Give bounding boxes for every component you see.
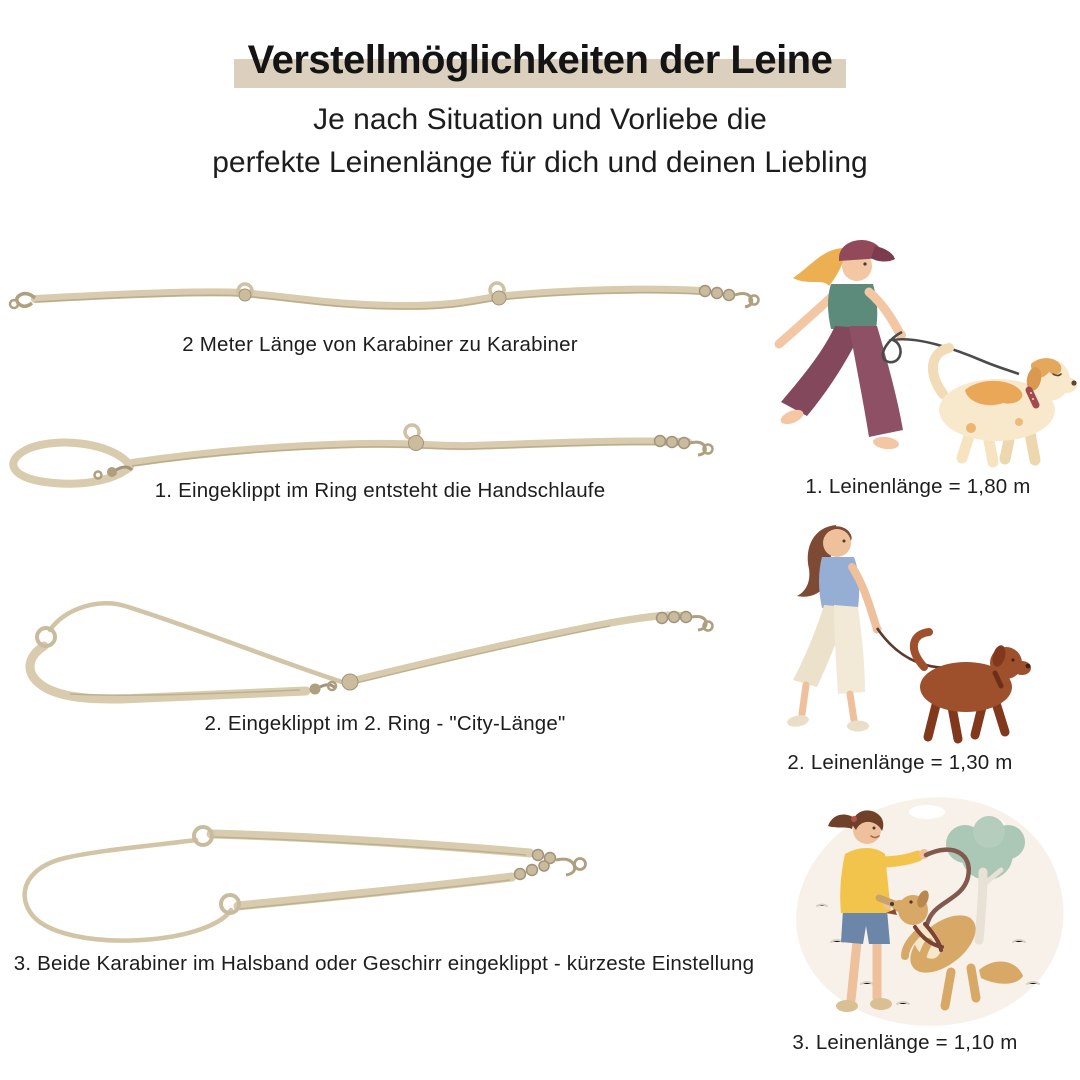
scene-leash — [883, 332, 1019, 374]
dog-spotted — [933, 348, 1077, 462]
leash-photo-shortest — [10, 800, 630, 950]
header — [0, 38, 1080, 184]
woman-pants — [781, 326, 903, 437]
subtitle-line-1: Je nach Situation und Vorliebe die — [313, 103, 767, 136]
caption-city-length: 2. Eingeklippt im 2. Ring - "City-Länge" — [204, 712, 566, 735]
caption-hand-loop: 1. Eingeklippt im Ring entsteht die Handschlaufe — [154, 479, 606, 502]
woman-shoe — [847, 721, 869, 732]
carabiner-left — [10, 294, 35, 308]
scene-play-short — [775, 792, 1080, 1032]
cloud — [909, 805, 945, 819]
woman-hair — [793, 248, 845, 286]
carabiner-right — [655, 436, 713, 456]
caption-full-length: 2 Meter Länge von Karabiner zu Karabiner — [182, 333, 578, 356]
scene-walk-long — [765, 232, 1080, 477]
woman-pants — [793, 605, 865, 694]
subtitle-line-2: perfekte Leinenlänge für dich und deinen Liebling — [212, 146, 868, 179]
scene-background-blob — [796, 797, 1063, 1025]
carabiner-right — [700, 286, 759, 308]
dog-brown — [914, 632, 1031, 739]
woman-foot — [872, 435, 899, 450]
caption-scene-walk-long: 1. Leinenlänge = 1,80 m — [805, 475, 1031, 498]
caption-shortest: 3. Beide Karabiner im Halsband oder Geschirr eingeklippt - kürzeste Einstellung — [13, 952, 755, 975]
page-title: Verstellmöglichkeiten der Leine — [234, 38, 847, 88]
caption-scene-walk-city: 2. Leinenlänge = 1,30 m — [787, 751, 1013, 774]
carabiner-right — [657, 612, 713, 631]
woman-back-arm — [779, 294, 835, 344]
woman-head — [823, 529, 851, 557]
leash-photo-city-length — [10, 590, 750, 720]
leash-photo-full-length — [5, 275, 765, 325]
caption-scene-play-short: 3. Leinenlänge = 1,10 m — [792, 1031, 1018, 1054]
woman-shoe — [786, 714, 810, 729]
scene-walk-city — [770, 515, 1070, 750]
